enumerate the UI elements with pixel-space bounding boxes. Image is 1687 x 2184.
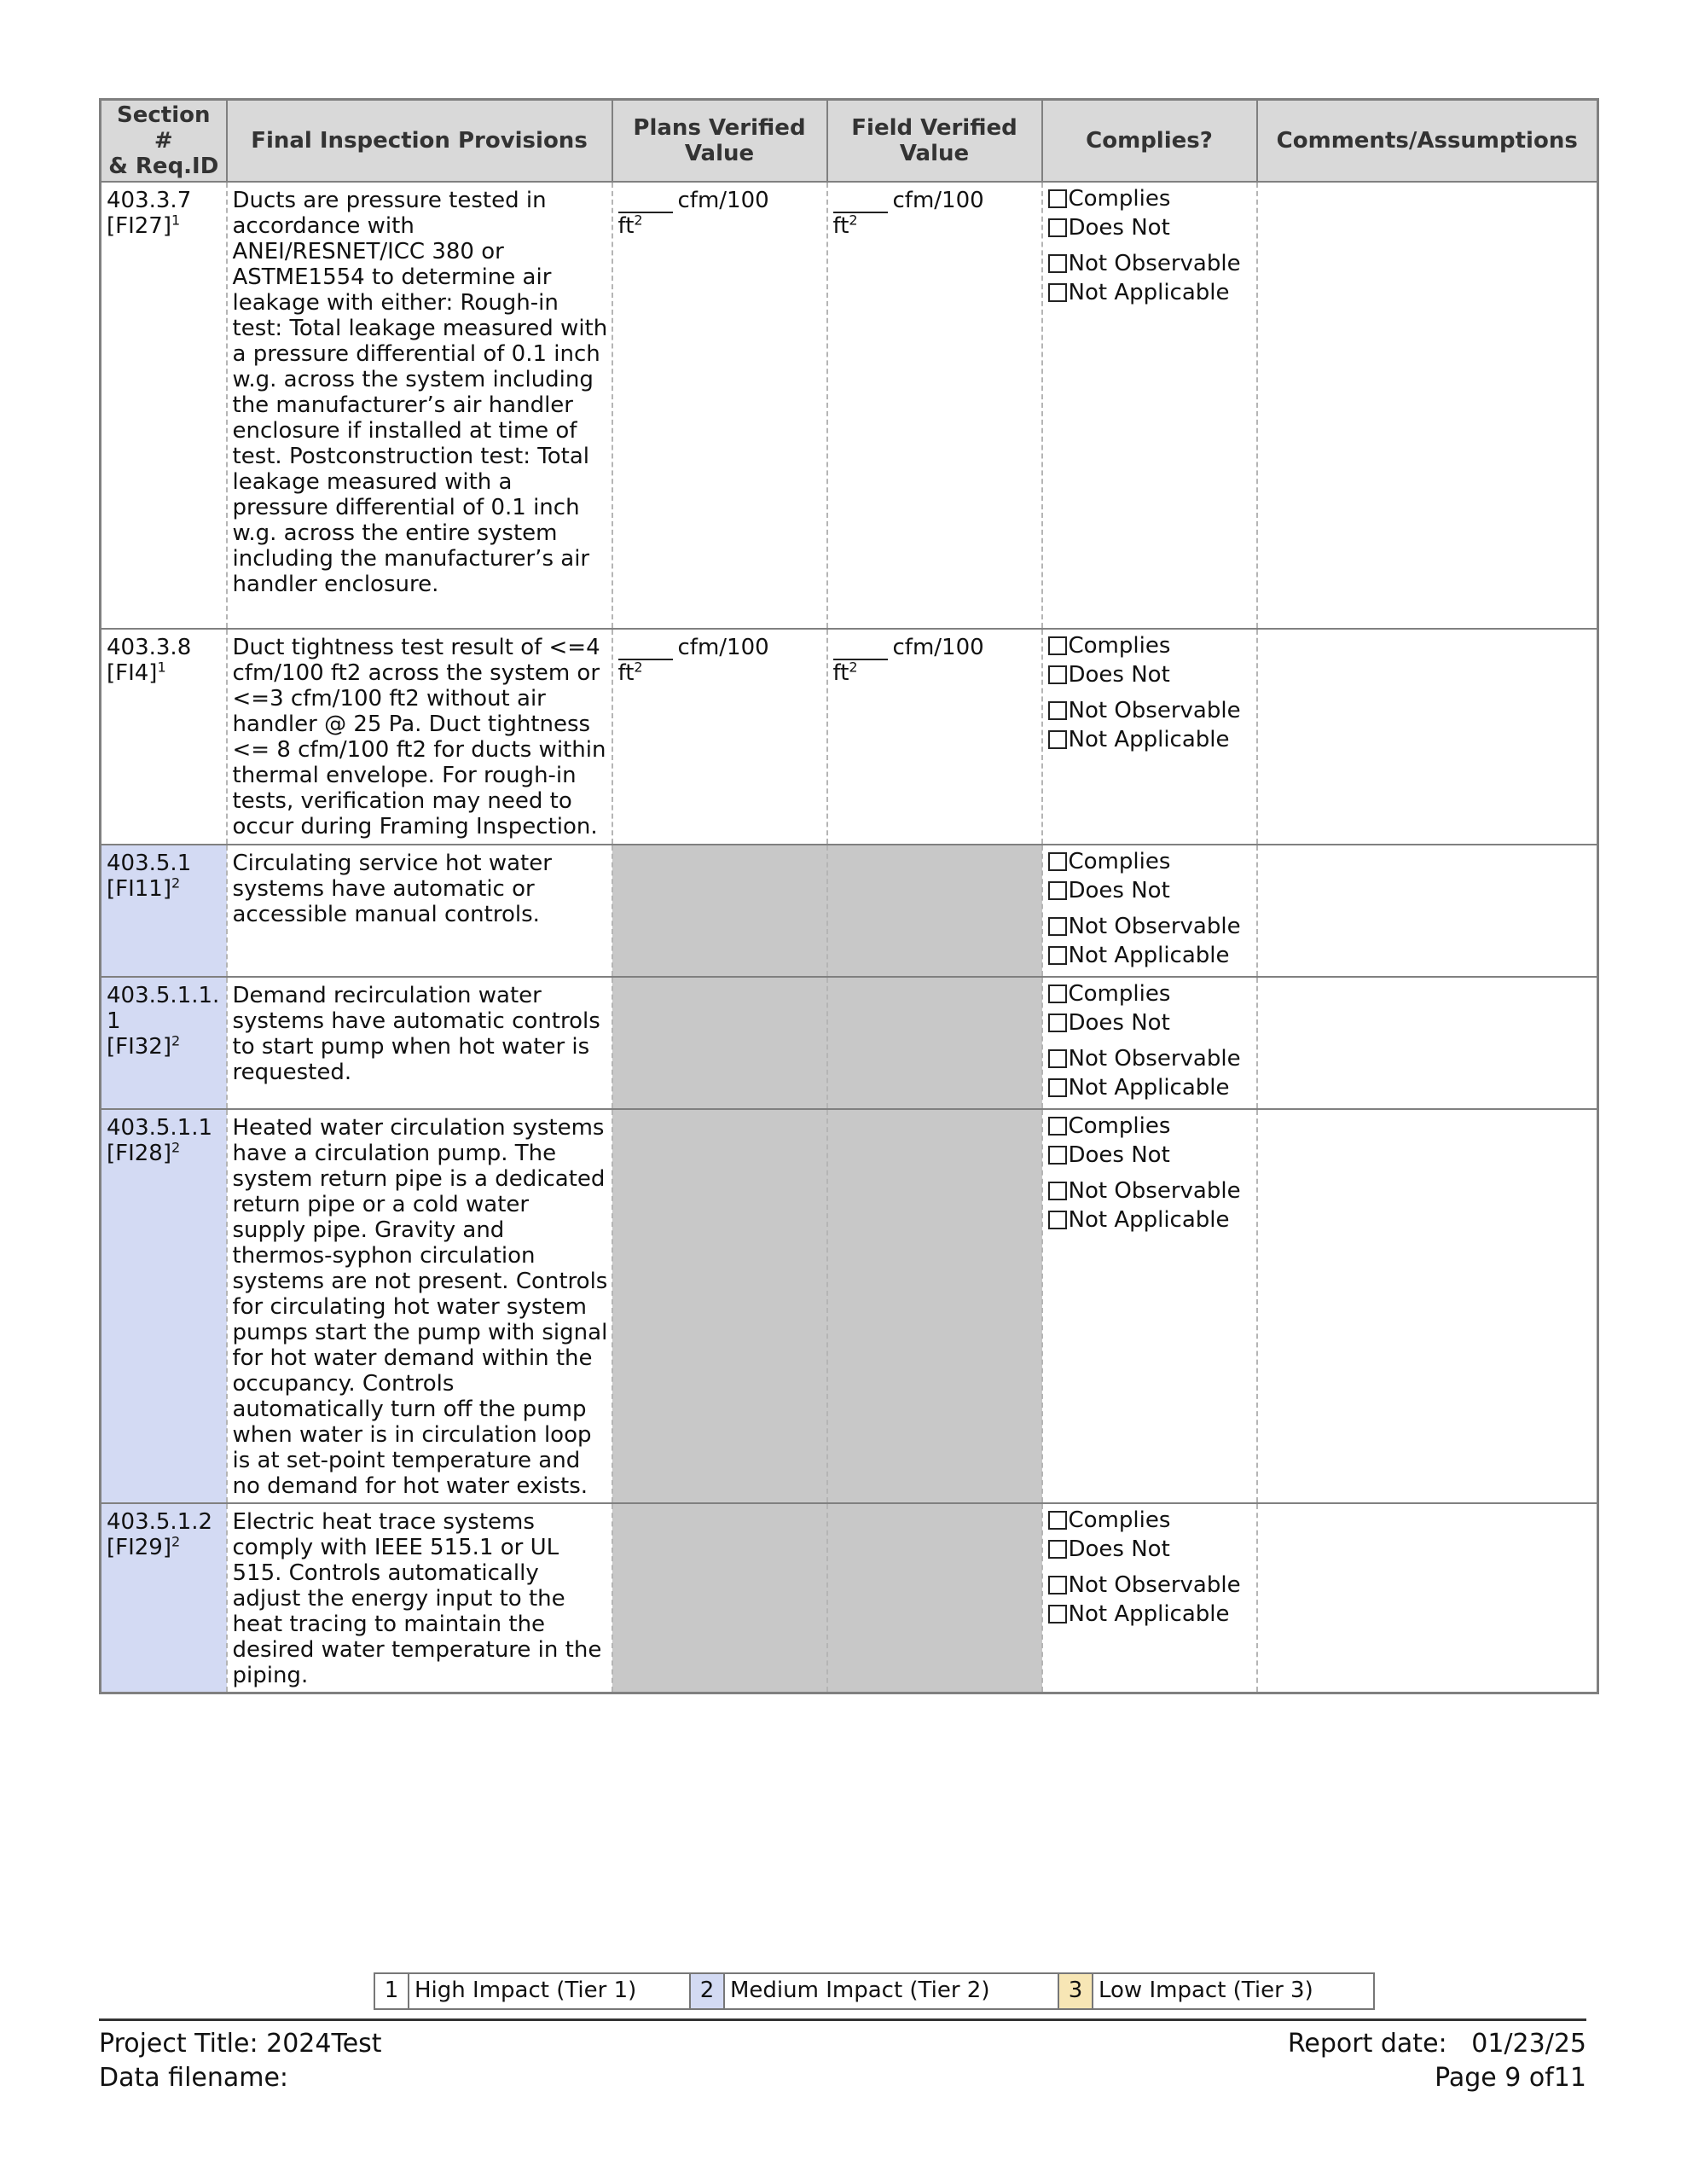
complies-option-label: Does Not xyxy=(1068,662,1170,688)
table-row xyxy=(101,1503,1598,1693)
complies-option[interactable] xyxy=(1048,941,1253,970)
value-unit-line xyxy=(618,213,823,239)
complies-option[interactable] xyxy=(1048,249,1253,278)
legend-tier-label: High Impact (Tier 1) xyxy=(409,1974,691,2008)
section-number: 403.5.1.2 xyxy=(107,1509,213,1535)
complies-option-label: Complies xyxy=(1068,1113,1171,1139)
complies-option-label: Does Not xyxy=(1068,1010,1170,1036)
req-id-text: [FI28] xyxy=(107,1141,171,1166)
legend-tier-number: 3 xyxy=(1059,1974,1093,2008)
complies-cell xyxy=(1042,629,1257,845)
complies-option-label: Not Observable xyxy=(1068,914,1241,939)
complies-option-label: Does Not xyxy=(1068,215,1170,241)
header-section-line: Section xyxy=(117,102,211,128)
complies-option-label: Does Not xyxy=(1068,878,1170,903)
table-row xyxy=(101,629,1598,845)
req-id-text: [FI29] xyxy=(107,1535,171,1560)
complies-option-label: Not Observable xyxy=(1068,698,1241,723)
section-number: 403.5.1 xyxy=(107,851,192,876)
checkbox-icon[interactable] xyxy=(1048,1182,1067,1200)
req-id xyxy=(107,1141,223,1166)
inspection-table-wrapper xyxy=(99,98,1597,1694)
tier-superscript: 1 xyxy=(157,659,166,676)
complies-option[interactable] xyxy=(1048,1506,1253,1535)
project-title: Project Title: 2024Test xyxy=(99,2029,382,2059)
header-plans-verified: Plans Verified Value xyxy=(612,100,827,183)
complies-option-label: Not Observable xyxy=(1068,1178,1241,1204)
req-id xyxy=(107,876,223,902)
page-number: Page 9 of11 xyxy=(1435,2063,1586,2093)
tier-superscript: 2 xyxy=(171,1139,181,1156)
section-cell xyxy=(101,1503,227,1693)
value-unit-exp: 2 xyxy=(634,212,643,229)
legend-tier-label: Medium Impact (Tier 2) xyxy=(725,1974,1059,2008)
header-section-line: & Req.ID xyxy=(108,154,219,179)
table-row xyxy=(101,1109,1598,1503)
value-unit-exp: 2 xyxy=(849,659,858,676)
complies-option[interactable] xyxy=(1048,1141,1253,1170)
value-blank[interactable] xyxy=(833,191,888,213)
comments-cell[interactable] xyxy=(1257,182,1598,629)
value-unit-exp: 2 xyxy=(634,659,643,676)
provision-text: Electric heat trace systems comply with IEEE 515.1 or UL 515. Controls automatically adjust the energy input to the heat tracing to maintain the desired water temperature in the piping. xyxy=(227,1503,612,1693)
value-unit: cfm/100 xyxy=(892,635,984,660)
req-id xyxy=(107,1535,223,1560)
req-id xyxy=(107,213,223,239)
value-entry[interactable] xyxy=(618,635,823,660)
provision-text: Demand recirculation water systems have automatic controls to start pump when hot water is requested. xyxy=(227,977,612,1109)
provision-text: Circulating service hot water systems have automatic or accessible manual controls. xyxy=(227,845,612,977)
checkbox-icon[interactable] xyxy=(1048,283,1067,302)
complies-option[interactable] xyxy=(1048,696,1253,725)
complies-cell xyxy=(1042,1109,1257,1503)
plans-verified-cell xyxy=(612,1503,827,1693)
legend-tier-label: Low Impact (Tier 3) xyxy=(1099,1978,1313,2003)
checkbox-icon[interactable] xyxy=(1048,636,1067,655)
complies-cell xyxy=(1042,182,1257,629)
value-blank[interactable] xyxy=(618,191,673,213)
value-blank[interactable] xyxy=(833,638,888,660)
section-number-line: 1 xyxy=(107,1008,121,1034)
complies-option[interactable] xyxy=(1048,1571,1253,1600)
header-provisions: Final Inspection Provisions xyxy=(227,100,612,183)
req-id xyxy=(107,1034,223,1060)
complies-option-label: Not Observable xyxy=(1068,1046,1241,1072)
table-row xyxy=(101,977,1598,1109)
value-unit-line xyxy=(833,213,1038,239)
table-row xyxy=(101,845,1598,977)
provision-text: Duct tightness test result of <=4 cfm/100 ft2 across the system or <=3 cfm/100 ft2 without air handler @ 25 Pa. Duct tightness <= 8 cfm/100 ft2 for ducts within thermal envelope. For rough-in tests, verification may need to occur during Framing Inspection. xyxy=(227,629,612,845)
complies-option[interactable] xyxy=(1048,1112,1253,1141)
complies-option[interactable] xyxy=(1048,725,1253,754)
comments-cell[interactable] xyxy=(1257,629,1598,845)
checkbox-icon[interactable] xyxy=(1048,1078,1067,1097)
value-blank[interactable] xyxy=(618,638,673,660)
field-verified-cell xyxy=(827,1109,1042,1503)
value-entry[interactable] xyxy=(833,188,1038,213)
section-number: 403.3.7 xyxy=(107,188,192,213)
legend-tier-number: 1 xyxy=(375,1974,409,2008)
provision-text: Heated water circulation systems have a circulation pump. The system return pipe is a dedicated return pipe or a cold water supply pipe. Gravity and thermos-syphon circulation systems are not present. Controls for circulating hot water system pumps start the pump with signal for hot water demand within the occupancy. Controls automatically turn off the pump when water is in circulation loop is at set-point temperature and no demand for hot water exists. xyxy=(227,1109,612,1503)
final-inspection-table xyxy=(99,98,1599,1694)
legend-tier-number: 2 xyxy=(691,1974,725,2008)
complies-option-label: Not Applicable xyxy=(1068,943,1230,968)
checkbox-icon[interactable] xyxy=(1048,985,1067,1003)
plans-verified-cell xyxy=(612,1109,827,1503)
complies-option-label: Not Observable xyxy=(1068,251,1241,276)
checkbox-icon[interactable] xyxy=(1048,881,1067,900)
complies-option-label: Does Not xyxy=(1068,1142,1170,1168)
complies-option-label: Complies xyxy=(1068,849,1171,874)
complies-cell xyxy=(1042,977,1257,1109)
field-verified-cell[interactable] xyxy=(827,182,1042,629)
checkbox-icon[interactable] xyxy=(1048,1117,1067,1136)
req-id xyxy=(107,660,223,686)
section-cell xyxy=(101,629,227,845)
complies-option-label: Not Applicable xyxy=(1068,1207,1230,1233)
complies-option[interactable] xyxy=(1048,1600,1253,1629)
complies-cell xyxy=(1042,845,1257,977)
data-filename: Data filename: xyxy=(99,2063,289,2093)
tier-superscript: 1 xyxy=(171,212,181,229)
complies-option[interactable] xyxy=(1048,660,1253,689)
section-number: 403.5.1.1 xyxy=(107,1115,213,1141)
complies-option[interactable] xyxy=(1048,1073,1253,1102)
field-verified-cell xyxy=(827,977,1042,1109)
complies-option[interactable] xyxy=(1048,876,1253,905)
checkbox-icon[interactable] xyxy=(1048,1014,1067,1032)
complies-option[interactable] xyxy=(1048,1535,1253,1564)
value-entry[interactable] xyxy=(833,635,1038,660)
checkbox-icon[interactable] xyxy=(1048,1605,1067,1623)
table-header-row xyxy=(101,100,1598,183)
checkbox-icon[interactable] xyxy=(1048,1211,1067,1229)
checkbox-icon[interactable] xyxy=(1048,1146,1067,1165)
header-section xyxy=(101,100,227,183)
report-date-label: Report date: xyxy=(1287,2029,1447,2059)
field-verified-cell[interactable] xyxy=(827,629,1042,845)
value-unit-line xyxy=(618,660,823,686)
checkbox-icon[interactable] xyxy=(1048,189,1067,208)
section-cell xyxy=(101,1109,227,1503)
value-entry[interactable] xyxy=(618,188,823,213)
comments-cell[interactable] xyxy=(1257,1109,1598,1503)
checkbox-icon[interactable] xyxy=(1048,1576,1067,1594)
header-section-line: # xyxy=(154,128,173,154)
complies-option[interactable] xyxy=(1048,1176,1253,1205)
req-id-text: [FI32] xyxy=(107,1034,171,1060)
checkbox-icon[interactable] xyxy=(1048,946,1067,965)
section-cell xyxy=(101,182,227,629)
complies-option-label: Does Not xyxy=(1068,1536,1170,1562)
complies-option-label: Complies xyxy=(1068,633,1171,659)
checkbox-icon[interactable] xyxy=(1048,917,1067,936)
value-unit: cfm/100 xyxy=(677,188,769,213)
plans-verified-cell[interactable] xyxy=(612,182,827,629)
tier-superscript: 2 xyxy=(171,1533,181,1550)
complies-option[interactable] xyxy=(1048,1205,1253,1234)
field-verified-cell xyxy=(827,1503,1042,1693)
comments-cell[interactable] xyxy=(1257,845,1598,977)
checkbox-icon[interactable] xyxy=(1048,1540,1067,1559)
checkbox-icon[interactable] xyxy=(1048,254,1067,273)
field-verified-cell xyxy=(827,845,1042,977)
footer-divider xyxy=(99,2018,1586,2021)
complies-option[interactable] xyxy=(1048,184,1253,213)
checkbox-icon[interactable] xyxy=(1048,1049,1067,1068)
checkbox-icon[interactable] xyxy=(1048,730,1067,749)
comments-cell[interactable] xyxy=(1257,977,1598,1109)
req-id-text: [FI4] xyxy=(107,660,158,686)
value-unit: cfm/100 xyxy=(677,635,769,660)
value-unit: cfm/100 xyxy=(892,188,984,213)
complies-option-label: Not Applicable xyxy=(1068,280,1230,305)
value-unit-ft: ft xyxy=(832,213,849,239)
section-cell xyxy=(101,977,227,1109)
complies-option[interactable] xyxy=(1048,1008,1253,1037)
complies-option-label: Not Applicable xyxy=(1068,1601,1230,1627)
checkbox-icon[interactable] xyxy=(1048,665,1067,684)
complies-option[interactable] xyxy=(1048,912,1253,941)
checkbox-icon[interactable] xyxy=(1048,218,1067,237)
table-row xyxy=(101,182,1598,629)
checkbox-icon[interactable] xyxy=(1048,1511,1067,1530)
plans-verified-cell xyxy=(612,977,827,1109)
complies-option-label: Complies xyxy=(1068,186,1171,212)
complies-option-label: Not Applicable xyxy=(1068,727,1230,752)
section-number: 403.3.8 xyxy=(107,635,192,660)
req-id-text: [FI11] xyxy=(107,876,171,902)
complies-option[interactable] xyxy=(1048,847,1253,876)
complies-option-label: Complies xyxy=(1068,1507,1171,1533)
comments-cell[interactable] xyxy=(1257,1503,1598,1693)
value-unit-ft: ft xyxy=(617,660,635,686)
value-unit-exp: 2 xyxy=(849,212,858,229)
complies-option[interactable] xyxy=(1048,1044,1253,1073)
checkbox-icon[interactable] xyxy=(1048,701,1067,720)
complies-option[interactable] xyxy=(1048,278,1253,307)
req-id-text: [FI27] xyxy=(107,213,171,239)
complies-option[interactable] xyxy=(1048,979,1253,1008)
section-cell xyxy=(101,845,227,977)
complies-option-label: Not Applicable xyxy=(1068,1075,1230,1101)
plans-verified-cell xyxy=(612,845,827,977)
plans-verified-cell[interactable] xyxy=(612,629,827,845)
complies-option-label: Complies xyxy=(1068,981,1171,1007)
report-date xyxy=(1288,2029,1586,2059)
tier-superscript: 2 xyxy=(171,874,181,892)
complies-option-label: Not Observable xyxy=(1068,1572,1241,1598)
tier-superscript: 2 xyxy=(171,1032,181,1049)
value-unit-line xyxy=(833,660,1038,686)
header-complies: Complies? xyxy=(1042,100,1257,183)
header-field-verified: Field Verified Value xyxy=(827,100,1042,183)
header-comments: Comments/Assumptions xyxy=(1257,100,1598,183)
complies-option[interactable] xyxy=(1048,631,1253,660)
checkbox-icon[interactable] xyxy=(1048,852,1067,871)
value-unit-ft: ft xyxy=(617,213,635,239)
complies-cell xyxy=(1042,1503,1257,1693)
tier-legend xyxy=(374,1972,1375,2010)
section-number-line: 403.5.1.1. xyxy=(107,983,220,1008)
report-date-value: 01/23/25 xyxy=(1471,2029,1586,2059)
complies-option[interactable] xyxy=(1048,213,1253,242)
value-unit-ft: ft xyxy=(832,660,849,686)
provision-text: Ducts are pressure tested in accordance with ANEI/RESNET/ICC 380 or ASTME1554 to determine air leakage with either: Rough-in test: Total leakage measured with a pressure differential of 0.1 inch w.g. across the system including the manufacturer’s air handler enclosure if installed at time of test. Postconstruction test: Total leakage measured with a pressure differential of 0.1 inch w.g. across the entire system including the manufacturer’s air handler enclosure. xyxy=(227,182,612,629)
